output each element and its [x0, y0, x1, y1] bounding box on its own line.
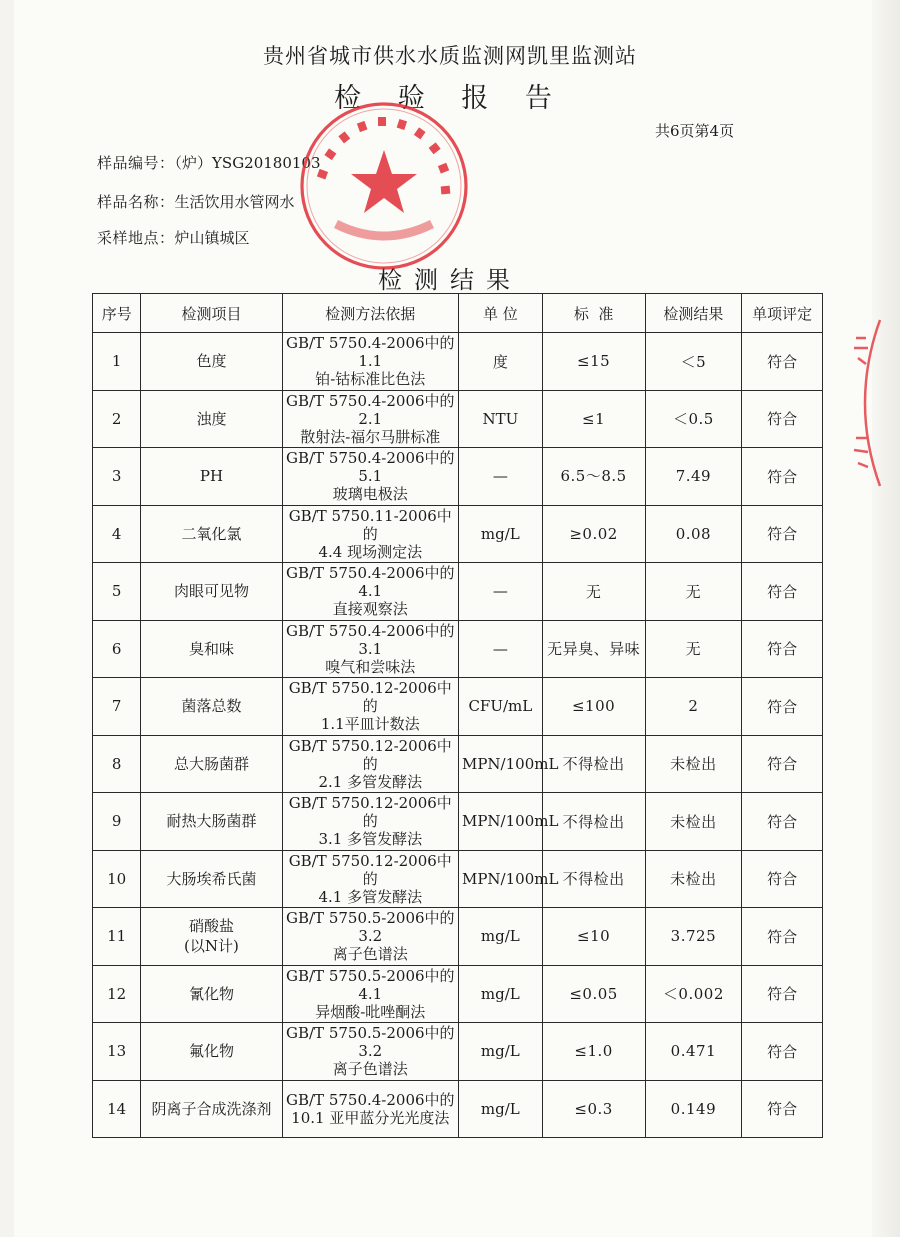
cell-unit: NTU	[458, 390, 542, 448]
cell-unit: mg/L	[458, 505, 542, 563]
cell-method	[282, 678, 458, 736]
cell-unit: mg/L	[458, 965, 542, 1023]
cell-item: 二氧化氯	[141, 505, 282, 563]
method-line-2: 玻璃电极法	[332, 485, 408, 504]
cell-result: 0.471	[645, 1023, 742, 1081]
cell-evaluation: 符合	[742, 1023, 823, 1081]
cell-item: 色度	[141, 333, 282, 391]
cell-result: 7.49	[645, 448, 742, 506]
table-row	[93, 793, 823, 851]
method-line-1: GB/T 5750.5-2006中的3.2	[285, 909, 455, 946]
cell-standard: 无	[542, 563, 645, 621]
method-line-2: 3.1 多管发酵法	[318, 830, 423, 849]
cell-no: 2	[93, 390, 141, 448]
method-line-2: 4.1 多管发酵法	[318, 887, 423, 906]
cell-item: 氟化物	[141, 1023, 282, 1081]
table-row	[93, 678, 823, 736]
cell-no: 13	[93, 1023, 141, 1081]
cell-standard: ≤1.0	[542, 1023, 645, 1081]
page-info: 共6页第4页	[655, 122, 735, 140]
header-no: 序号	[93, 294, 141, 333]
cell-standard: 无异臭、异味	[542, 620, 645, 678]
method-line-2: 异烟酸-吡唑酮法	[315, 1002, 426, 1021]
results-table	[92, 293, 823, 1138]
cell-unit: 度	[458, 333, 542, 391]
cell-method	[282, 563, 458, 621]
header-method: 检测方法依据	[282, 294, 458, 333]
cell-method	[282, 505, 458, 563]
cell-standard: ≤0.05	[542, 965, 645, 1023]
cell-item: 菌落总数	[141, 678, 282, 736]
cell-evaluation: 符合	[742, 793, 823, 851]
table-row	[93, 563, 823, 621]
cell-no: 9	[93, 793, 141, 851]
cell-method	[282, 333, 458, 391]
cell-result: 未检出	[645, 793, 742, 851]
cell-evaluation: 符合	[742, 620, 823, 678]
cell-standard: ≥0.02	[542, 505, 645, 563]
cell-no: 6	[93, 620, 141, 678]
cell-evaluation: 符合	[742, 448, 823, 506]
cell-result: ＜0.5	[645, 390, 742, 448]
cell-method	[282, 965, 458, 1023]
table-row	[93, 908, 823, 966]
cell-unit: —	[458, 620, 542, 678]
table-row	[93, 1080, 823, 1138]
cell-no: 8	[93, 735, 141, 793]
cell-standard: ≤10	[542, 908, 645, 966]
report-title: 检 验 报 告	[334, 83, 566, 114]
cell-no: 10	[93, 850, 141, 908]
cell-method	[282, 735, 458, 793]
table-row	[93, 505, 823, 563]
sample-location-line	[97, 227, 250, 248]
cell-no: 1	[93, 333, 141, 391]
method-line-1: GB/T 5750.4-2006中的3.1	[285, 621, 455, 658]
cell-evaluation: 符合	[742, 1080, 823, 1138]
cell-method	[282, 1023, 458, 1081]
method-line-1: GB/T 5750.12-2006中的	[288, 679, 452, 716]
header-item: 检测项目	[141, 294, 282, 333]
cell-result: 2	[645, 678, 742, 736]
method-line-1: GB/T 5750.4-2006中的4.1	[285, 564, 455, 601]
cell-no: 5	[93, 563, 141, 621]
cell-method	[282, 1080, 458, 1138]
cell-standard: ≤100	[542, 678, 645, 736]
method-line-2: 铂-钴标准比色法	[315, 370, 426, 389]
header-evaluation: 单项评定	[742, 294, 823, 333]
cell-evaluation: 符合	[742, 965, 823, 1023]
cell-evaluation: 符合	[742, 735, 823, 793]
table-header-row	[93, 294, 823, 333]
cell-no: 11	[93, 908, 141, 966]
cell-evaluation: 符合	[742, 563, 823, 621]
method-line-2: 2.1 多管发酵法	[318, 772, 423, 791]
paper-edge	[872, 0, 900, 1237]
cell-method	[282, 793, 458, 851]
method-line-1: GB/T 5750.12-2006中的	[288, 736, 452, 773]
sample-name-line	[97, 191, 295, 212]
table-row	[93, 390, 823, 448]
sample-id-value: （炉）YSG20180103	[174, 154, 321, 172]
cell-evaluation: 符合	[742, 850, 823, 908]
cell-method	[282, 850, 458, 908]
method-line-2: 4.4 现场测定法	[318, 542, 423, 561]
cell-result: ＜5	[645, 333, 742, 391]
cell-unit: mg/L	[458, 908, 542, 966]
cell-result: 无	[645, 563, 742, 621]
cell-method	[282, 448, 458, 506]
method-line-1: GB/T 5750.5-2006中的4.1	[285, 966, 455, 1003]
cell-unit: CFU/mL	[458, 678, 542, 736]
cell-no: 7	[93, 678, 141, 736]
sample-name-label: 样品名称：	[97, 193, 175, 211]
cell-item: 硝酸盐 (以N计)	[141, 908, 282, 966]
table-row	[93, 448, 823, 506]
cell-standard: 不得检出	[542, 735, 645, 793]
cell-unit: —	[458, 448, 542, 506]
method-line-1: GB/T 5750.5-2006中的3.2	[285, 1024, 455, 1061]
cell-standard: 不得检出	[542, 850, 645, 908]
cell-method	[282, 908, 458, 966]
method-line-2: 10.1 亚甲蓝分光光度法	[291, 1108, 450, 1127]
cell-item: 浊度	[141, 390, 282, 448]
red-seal-partial	[842, 318, 882, 488]
table-row	[93, 1023, 823, 1081]
cell-no: 4	[93, 505, 141, 563]
cell-standard: 不得检出	[542, 793, 645, 851]
cell-standard: ≤0.3	[542, 1080, 645, 1138]
method-line-1: GB/T 5750.4-2006中的2.1	[285, 391, 455, 428]
cell-result: ＜0.002	[645, 965, 742, 1023]
cell-evaluation: 符合	[742, 390, 823, 448]
cell-evaluation: 符合	[742, 908, 823, 966]
cell-result: 3.725	[645, 908, 742, 966]
section-title: 检测结果	[378, 266, 522, 294]
cell-unit: —	[458, 563, 542, 621]
cell-method	[282, 390, 458, 448]
sample-name-value: 生活饮用水管网水	[174, 193, 295, 211]
method-line-1: GB/T 5750.4-2006中的	[285, 1090, 455, 1109]
method-line-2: 直接观察法	[332, 600, 408, 619]
cell-unit: MPN/100mL	[458, 735, 542, 793]
cell-item: 肉眼可见物	[141, 563, 282, 621]
cell-method	[282, 620, 458, 678]
cell-result: 0.149	[645, 1080, 742, 1138]
cell-unit: MPN/100mL	[458, 793, 542, 851]
method-line-2: 离子色谱法	[332, 1060, 408, 1079]
header-result: 检测结果	[645, 294, 742, 333]
organization-name: 贵州省城市供水水质监测网凯里监测站	[263, 44, 637, 68]
cell-standard: ≤1	[542, 390, 645, 448]
sample-id-label: 样品编号：	[97, 154, 175, 172]
method-line-1: GB/T 5750.4-2006中的1.1	[285, 334, 455, 371]
method-line-1: GB/T 5750.11-2006中的	[288, 506, 452, 543]
cell-item: 氰化物	[141, 965, 282, 1023]
cell-result: 未检出	[645, 735, 742, 793]
table-row	[93, 965, 823, 1023]
cell-result: 无	[645, 620, 742, 678]
cell-result: 0.08	[645, 505, 742, 563]
method-line-2: 1.1平皿计数法	[320, 715, 420, 734]
method-line-1: GB/T 5750.12-2006中的	[288, 794, 452, 831]
cell-item: 大肠埃希氏菌	[141, 850, 282, 908]
sample-location-label: 采样地点：	[97, 229, 175, 247]
cell-no: 12	[93, 965, 141, 1023]
cell-evaluation: 符合	[742, 333, 823, 391]
method-line-1: GB/T 5750.4-2006中的5.1	[285, 449, 455, 486]
cell-unit: mg/L	[458, 1080, 542, 1138]
method-line-2: 离子色谱法	[332, 945, 408, 964]
sample-location-value: 炉山镇城区	[174, 229, 250, 247]
table-row	[93, 620, 823, 678]
cell-unit: mg/L	[458, 1023, 542, 1081]
cell-result: 未检出	[645, 850, 742, 908]
header-standard: 标 准	[542, 294, 645, 333]
cell-evaluation: 符合	[742, 505, 823, 563]
table-row	[93, 735, 823, 793]
cell-item: 耐热大肠菌群	[141, 793, 282, 851]
table-row	[93, 850, 823, 908]
cell-item: 臭和味	[141, 620, 282, 678]
cell-no: 14	[93, 1080, 141, 1138]
cell-evaluation: 符合	[742, 678, 823, 736]
sample-id-line	[97, 152, 321, 173]
cell-unit: MPN/100mL	[458, 850, 542, 908]
header-unit: 单 位	[458, 294, 542, 333]
table-row	[93, 333, 823, 391]
method-line-1: GB/T 5750.12-2006中的	[288, 851, 452, 888]
cell-item: 阴离子合成洗涤剂	[141, 1080, 282, 1138]
cell-item: PH	[141, 448, 282, 506]
cell-no: 3	[93, 448, 141, 506]
cell-standard: ≤15	[542, 333, 645, 391]
cell-standard: 6.5～8.5	[542, 448, 645, 506]
cell-item: 总大肠菌群	[141, 735, 282, 793]
method-line-2: 嗅气和尝味法	[325, 657, 416, 676]
method-line-2: 散射法-福尔马肼标准	[300, 427, 441, 446]
red-seal-stamp	[296, 98, 472, 274]
